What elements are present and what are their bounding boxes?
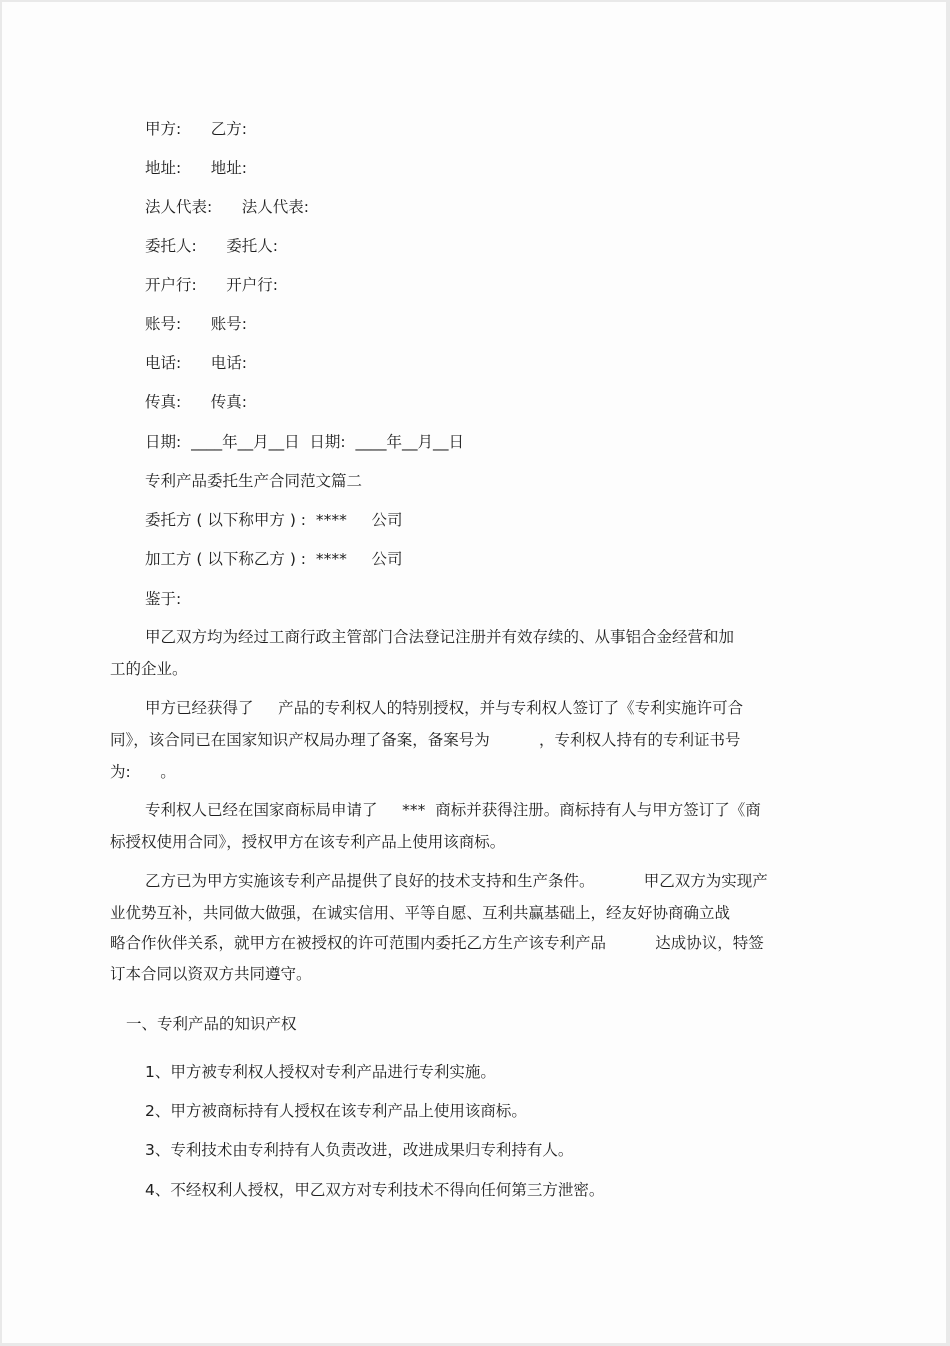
field-phone: 电话: 电话: — [145, 354, 248, 372]
paragraph-4-line-4: 订本合同以资双方共同遵守。 — [110, 965, 312, 983]
field-agent: 委托人: 委托人: — [145, 237, 279, 255]
paragraph-2-line-1: 甲方已经获得了 产品的专利权人的特别授权，并与专利权人签订了《专利实施许可合 — [145, 699, 744, 717]
list-item: 2、甲方被商标持有人授权在该专利产品上使用该商标。 — [145, 1102, 527, 1120]
paragraph-1-line-2: 工的企业。 — [110, 660, 188, 678]
field-bank: 开户行: 开户行: — [145, 276, 279, 294]
list-item: 4、不经权利人授权，甲乙双方对专利技术不得向任何第三方泄密。 — [145, 1181, 605, 1199]
field-legal-rep: 法人代表: 法人代表: — [145, 198, 310, 216]
paragraph-4-line-2: 业优势互补，共同做大做强，在诚实信用、平等自愿、互利共赢基础上，经友好协商确立战 — [110, 904, 731, 922]
field-account: 账号: 账号: — [145, 315, 248, 333]
paragraph-1-line-1: 甲乙双方均为经过工商行政主管部门合法登记注册并有效存续的、从事铝合金经营和加 — [145, 628, 735, 646]
paragraph-4-line-3: 略合作伙伴关系，就甲方在被授权的许可范围内委托乙方生产该专利产品 达成协议，特签 — [110, 934, 764, 952]
paragraph-3-line-1: 专利权人已经在国家商标局申请了 *** 商标并获得注册。商标持有人与甲方签订了《商 — [145, 801, 761, 819]
party-processing: 加工方 ( 以下称乙方 ) : **** 公司 — [145, 550, 403, 568]
field-fax: 传真: 传真: — [145, 393, 248, 411]
list-item: 1、甲方被专利权人授权对专利产品进行专利实施。 — [145, 1063, 496, 1081]
party-entrusting: 委托方 ( 以下称甲方 ) : **** 公司 — [145, 511, 403, 529]
paragraph-2-line-3: 为: 。 — [110, 763, 176, 781]
section-title: 一、专利产品的知识产权 — [126, 1015, 297, 1033]
paragraph-2-line-2: 同》，该合同已在国家知识产权局办理了备案，备案号为 ，专利权人持有的专利证书号 — [110, 731, 741, 749]
whereas-label: 鉴于: — [145, 590, 182, 608]
document-title: 专利产品委托生产合同范文篇二 — [145, 472, 363, 490]
field-party-a-b: 甲方: 乙方: — [145, 120, 248, 138]
paragraph-4-line-1: 乙方已为甲方实施该专利产品提供了良好的技术支持和生产条件。 甲乙双方为实现产 — [145, 872, 768, 890]
paragraph-3-line-2: 标授权使用合同》，授权甲方在该专利产品上使用该商标。 — [110, 833, 506, 851]
field-date: 日期: ____年__月__日 日期: ____年__月__日 — [145, 433, 465, 451]
document-page — [2, 2, 946, 1343]
list-item: 3、专利技术由专利持有人负责改进，改进成果归专利持有人。 — [145, 1141, 574, 1159]
field-address: 地址: 地址: — [145, 159, 248, 177]
